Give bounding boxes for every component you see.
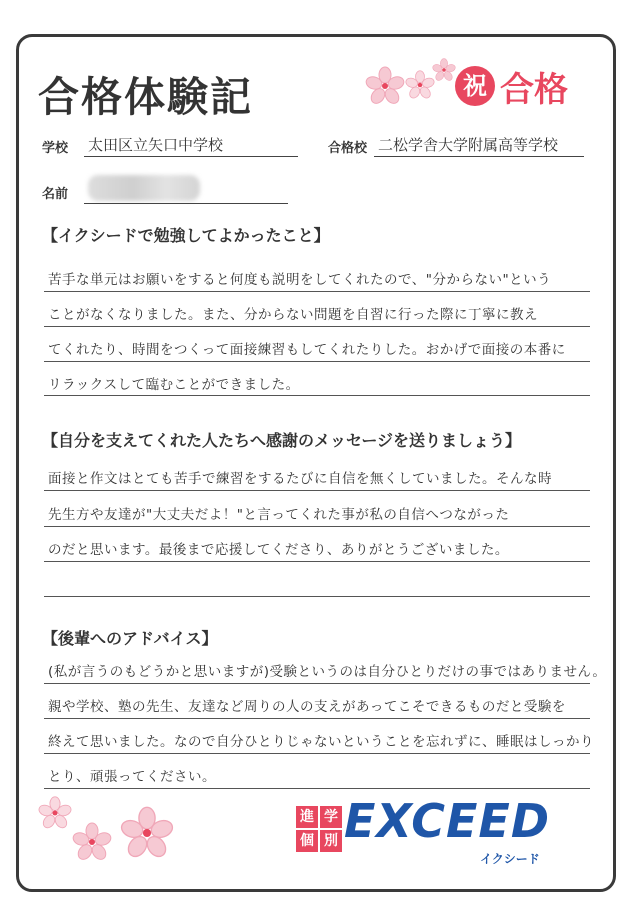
passed-school-underline	[374, 156, 584, 157]
name-label: 名前	[42, 187, 69, 202]
exceed-logo-subtitle: イクシード	[480, 852, 540, 866]
name-underline	[84, 203, 288, 204]
logo-box-kobetsu-2: 別	[320, 830, 342, 852]
ruled-line	[44, 561, 590, 562]
handwritten-line: てくれたり、時間をつくって面接練習もしてくれたりした。おかげで面接の本番に	[48, 342, 566, 358]
handwritten-line: 先生方や友達が"大丈夫だよ！"と言ってくれた事が私の自信へつながった	[48, 507, 510, 523]
section-title: 【自分を支えてくれた人たちへ感謝のメッセージを送りましょう】	[42, 431, 522, 450]
handwritten-line: 終えて思いました。なので自分ひとりじゃないということを忘れずに、睡眠はしっかり	[48, 734, 594, 750]
cherry-blossom-icon	[72, 822, 112, 862]
exceed-logo: EXCEED	[344, 794, 551, 848]
ruled-line	[44, 718, 590, 719]
cherry-blossom-icon	[120, 806, 174, 860]
ruled-line	[44, 291, 590, 292]
ruled-line	[44, 526, 590, 527]
logo-box-kobetsu-1: 個	[296, 830, 318, 852]
ruled-line	[44, 361, 590, 362]
handwritten-line: リラックスして臨むことができました。	[48, 377, 300, 393]
section-title: 【後輩へのアドバイス】	[42, 629, 218, 648]
school-value: 太田区立矢口中学校	[88, 136, 224, 154]
logo-box-shingaku-1: 進	[296, 806, 318, 828]
passed-school-value: 二松学舎大学附属高等学校	[378, 136, 559, 154]
handwritten-line: のだと思います。最後まで応援してくださり、ありがとうございました。	[48, 542, 509, 558]
passed-school-label: 合格校	[328, 141, 368, 156]
cherry-blossom-icon	[38, 796, 72, 830]
section-title: 【イクシードで勉強してよかったこと】	[42, 226, 330, 245]
ruled-line	[44, 326, 590, 327]
passed-heading: 合格	[500, 70, 568, 110]
ruled-line	[44, 683, 590, 684]
school-label: 学校	[42, 141, 69, 156]
handwritten-line: とり、頑張ってください。	[48, 769, 216, 785]
logo-box-shingaku-2: 学	[320, 806, 342, 828]
ruled-line	[44, 395, 590, 396]
cherry-blossom-icon	[432, 58, 456, 82]
handwritten-line: 面接と作文はとても苦手で練習をするたびに自信を無くしていました。そんな時	[48, 471, 552, 487]
ruled-line	[44, 596, 590, 597]
handwritten-line: 親や学校、塾の先生、友達など周りの人の支えがあってこそできるものだと受験を	[48, 699, 566, 715]
ruled-line	[44, 490, 590, 491]
handwritten-line: 苦手な単元はお願いをすると何度も説明をしてくれたので、"分からない"という	[48, 272, 552, 288]
school-underline	[84, 156, 298, 157]
handwritten-line: ことがなくなりました。また、分からない問題を自習に行った際に丁寧に教え	[48, 307, 538, 323]
handwritten-line: (私が言うのもどうかと思いますが)受験というのは自分ひとりだけの事ではありません。	[48, 664, 607, 680]
ruled-line	[44, 753, 590, 754]
name-redacted	[88, 175, 200, 201]
ruled-line	[44, 788, 590, 789]
celebration-badge: 祝	[455, 66, 495, 106]
page-title: 合格体験記	[38, 73, 253, 121]
cherry-blossom-icon	[365, 66, 405, 106]
experience-sheet	[16, 34, 616, 892]
cherry-blossom-icon	[405, 70, 435, 100]
